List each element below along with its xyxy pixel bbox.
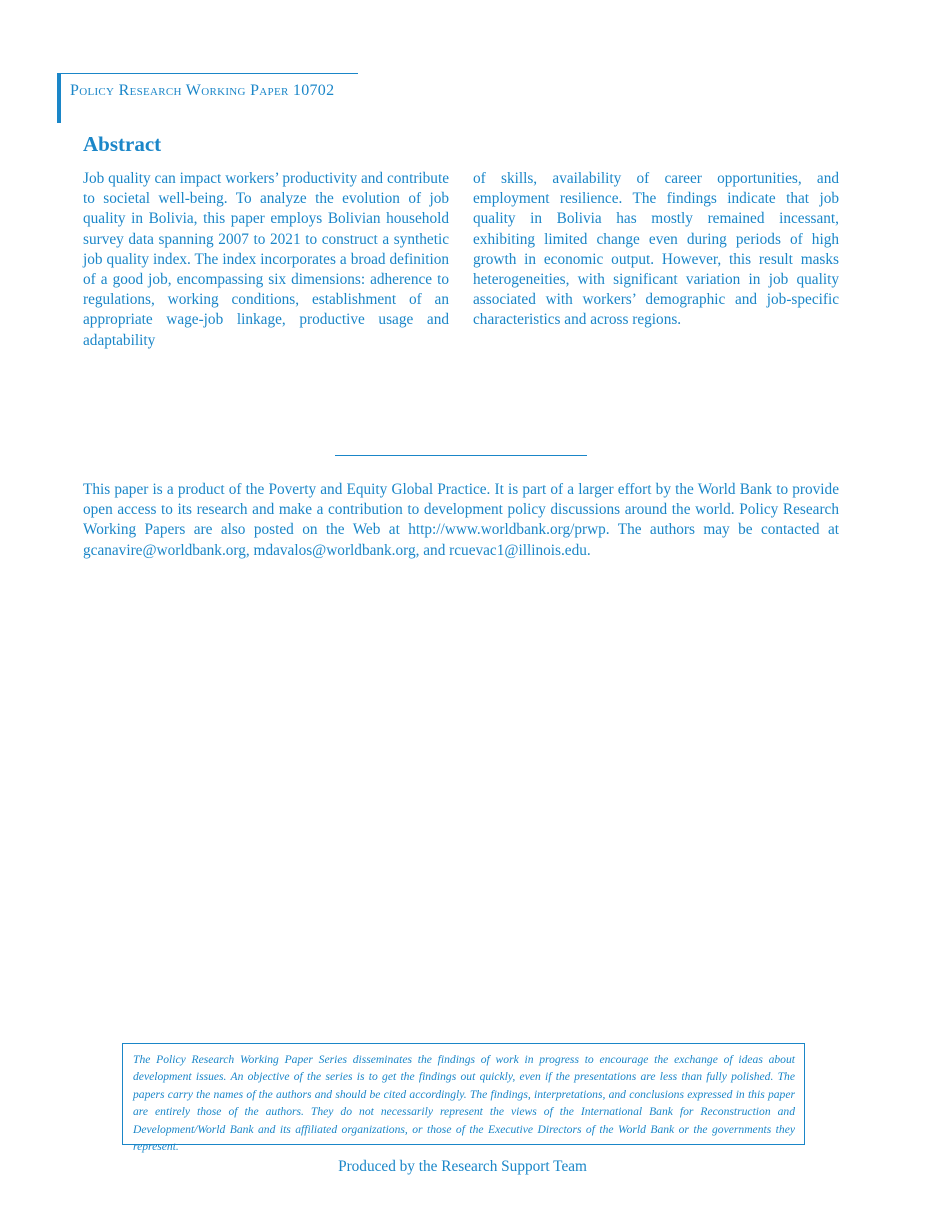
- abstract-column-left: Job quality can impact workers’ productivity and contribute to societal well-being. To analyze the evolution of job quality in Bolivia, this paper employs Bolivian household survey data spanning 2007 to 2021 to construct a synthetic job quality index. The index incorporates a broad definition of a good job, encompassing six dimensions: adherence to regulations, working conditions, establishment of an appropriate wage-job linkage, productive usage and adaptability: [83, 170, 449, 349]
- abstract-heading: Abstract: [83, 132, 162, 156]
- disclaimer-box: [122, 1043, 805, 1154]
- series-title: Policy Research Working Paper 10702: [70, 82, 335, 99]
- abstract-body: [83, 169, 839, 351]
- section-divider: [335, 455, 587, 456]
- abstract-column-right: of skills, availability of career opportunities, and employment resilience. The findings indicate that job quality in Bolivia has mostly remained incessant, exhibiting limited change even during periods of high growth in economic output. However, this result masks heterogeneities, with significant variation in job quality associated with workers’ demographic and job-specific characteristics and across regions.: [473, 170, 839, 329]
- series-header: [57, 73, 358, 123]
- disclaimer-text: The Policy Research Working Paper Series disseminates the findings of work in progress to encourage the exchange of ideas about development issues. An objective of the series is to get the findings out quickly, even if the presentations are less than fully polished. The papers carry the names of the authors and should be cited accordingly. The findings, interpretations, and conclusions expressed in this paper are entirely those of the authors. They do not necessarily represent the views of the International Bank for Reconstruction and Development/World Bank and its affiliated organizations, or those of the Executive Directors of the World Bank or the governments they represent.: [133, 1053, 795, 1154]
- product-note: This paper is a product of the Poverty and Equity Global Practice. It is part of a larger effort by the World Bank to provide open access to its research and make a contribution to development policy discussions around the world. Policy Research Working Papers are also posted on the Web at http://www.worldbank.org/prwp. The authors may be contacted at gcanavire@worldbank.org, mdavalos@worldbank.org, and rcuevac1@illinois.edu.: [83, 481, 839, 559]
- footer-credit: Produced by the Research Support Team: [338, 1158, 587, 1175]
